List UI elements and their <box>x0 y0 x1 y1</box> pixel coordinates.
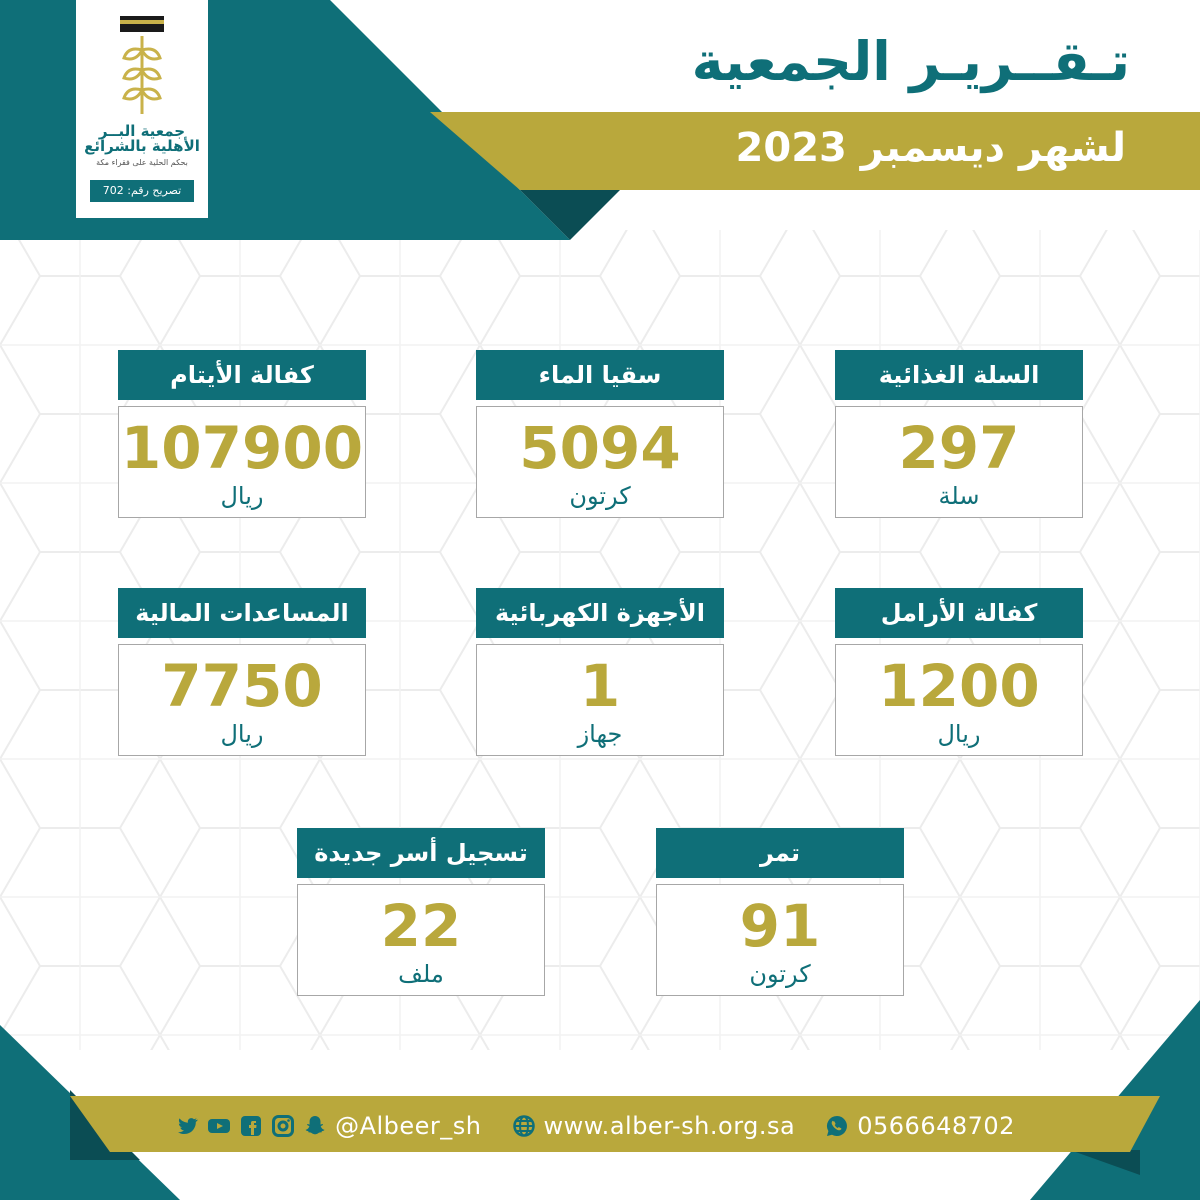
stat-card-label: تسجيل أسر جديدة <box>297 828 545 878</box>
stat-card-dates <box>656 828 904 996</box>
facebook-icon[interactable] <box>239 1114 263 1138</box>
logo-name-line2: الأهلية بالشرائع <box>84 137 200 155</box>
whatsapp-icon <box>825 1114 849 1138</box>
stat-card-unit: ريال <box>937 720 981 748</box>
stat-card-unit: ملف <box>398 960 444 988</box>
stat-card-label: تمر <box>656 828 904 878</box>
stat-card-appliances <box>476 588 724 756</box>
stat-card-widows <box>835 588 1083 756</box>
logo-name-line1: جمعية البــر <box>98 122 186 140</box>
snapchat-icon[interactable] <box>303 1114 327 1138</box>
stat-card-label: كفالة الأرامل <box>835 588 1083 638</box>
logo-tagline: بحكم الحلية على فقراء مكة <box>96 158 188 167</box>
stat-card-value: 5094 <box>519 414 681 482</box>
kaaba-wheat-icon <box>112 10 172 120</box>
twitter-icon[interactable] <box>175 1114 199 1138</box>
instagram-icon[interactable] <box>271 1114 295 1138</box>
stat-card-orphans <box>118 350 366 518</box>
stat-card-value: 107900 <box>120 414 364 482</box>
stat-card-value: 91 <box>739 892 821 960</box>
stat-card-body <box>656 884 904 996</box>
stat-card-body <box>476 644 724 756</box>
stat-card-body <box>297 884 545 996</box>
stat-card-unit: جهاز <box>577 720 623 748</box>
stat-card-label: السلة الغذائية <box>835 350 1083 400</box>
stat-card-value: 7750 <box>161 652 323 720</box>
stat-card-value: 1 <box>579 652 621 720</box>
stat-card-water <box>476 350 724 518</box>
page-title: تـقــريـر الجمعية <box>691 30 1130 93</box>
stat-card-label: الأجهزة الكهربائية <box>476 588 724 638</box>
contact-bar <box>140 1101 1050 1151</box>
logo-name <box>82 124 202 154</box>
association-logo <box>76 0 208 218</box>
page-subtitle: لشهر ديسمبر 2023 <box>735 125 1126 171</box>
stat-card-body <box>835 644 1083 756</box>
stat-card-body <box>118 644 366 756</box>
website-link[interactable]: www.alber-sh.org.sa <box>543 1112 796 1140</box>
social-handle[interactable]: @Albeer_sh <box>335 1112 482 1140</box>
stat-card-label: سقيا الماء <box>476 350 724 400</box>
phone-number[interactable]: 0566648702 <box>857 1112 1015 1140</box>
stat-card-financial-aid <box>118 588 366 756</box>
stat-card-food-basket <box>835 350 1083 518</box>
stat-card-body <box>835 406 1083 518</box>
stat-card-unit: ريال <box>220 482 264 510</box>
stat-card-label: المساعدات المالية <box>118 588 366 638</box>
stat-card-unit: سلة <box>938 482 980 510</box>
stat-card-body <box>476 406 724 518</box>
stat-card-value: 1200 <box>878 652 1040 720</box>
youtube-icon[interactable] <box>207 1114 231 1138</box>
permit-badge: تصريح رقم: 702 <box>90 180 194 202</box>
stat-card-unit: كرتون <box>749 960 811 988</box>
stat-card-new-families <box>297 828 545 996</box>
stat-card-label: كفالة الأيتام <box>118 350 366 400</box>
globe-icon <box>512 1114 536 1138</box>
stat-card-value: 22 <box>380 892 462 960</box>
stat-card-body <box>118 406 366 518</box>
stat-card-value: 297 <box>898 414 1020 482</box>
stat-card-unit: ريال <box>220 720 264 748</box>
stat-card-unit: كرتون <box>569 482 631 510</box>
